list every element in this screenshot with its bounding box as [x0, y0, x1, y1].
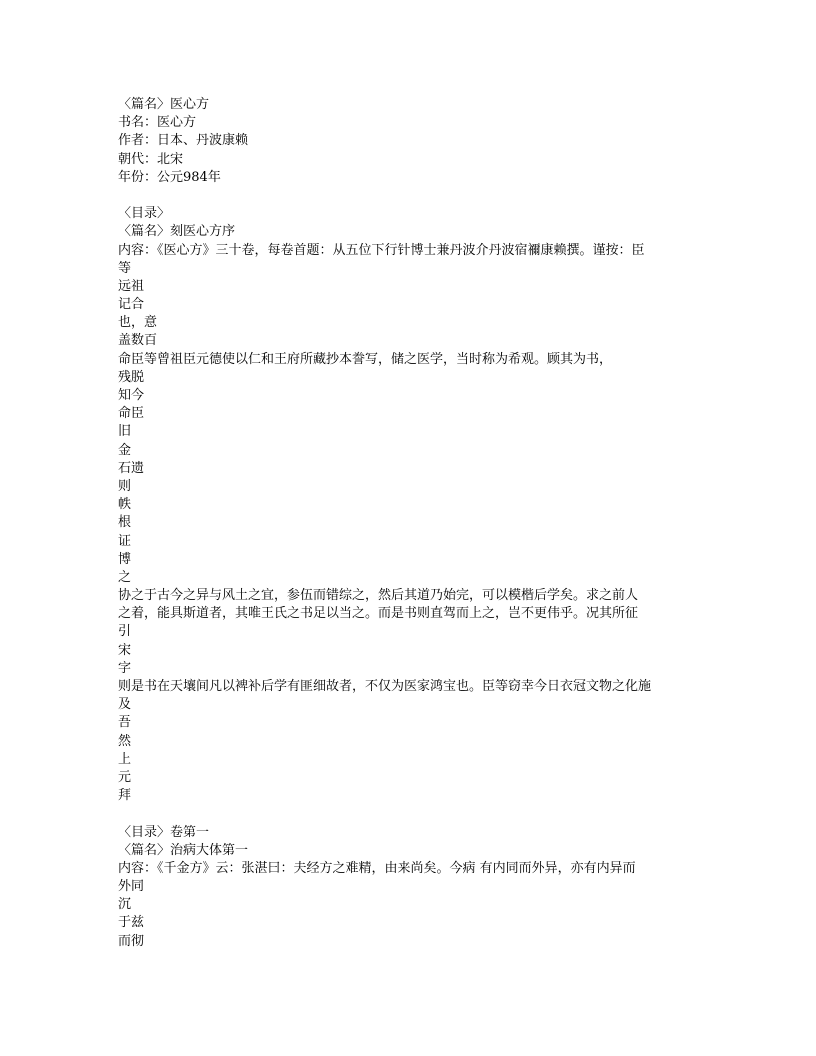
text-line: 拜 [118, 788, 132, 804]
text-line: 证 [118, 533, 132, 549]
dynasty: 朝代：北宋 [118, 151, 184, 167]
heading-title: 〈篇名〉医心方 [118, 97, 210, 112]
text-line: 之 [118, 569, 132, 585]
text-line: 元 [118, 769, 132, 785]
text-line: 远祖 [118, 278, 145, 294]
text-line: 石遗 [118, 460, 145, 476]
text-line: 金 [118, 442, 132, 458]
text-line: 吾 [118, 715, 132, 731]
text-line: 也，意 [118, 315, 158, 331]
text-line: 协之于古今之异与风土之宜，参伍而错综之，然后其道乃始完，可以模楷后学矣。求之前人 [118, 588, 639, 604]
text-line: 等 [118, 260, 132, 276]
text-line: 知今 [118, 388, 145, 403]
text-line: 上 [118, 751, 132, 767]
text-line: 帙 [118, 497, 132, 513]
text-line: 外同 [118, 879, 145, 895]
year: 年份：公元984年 [118, 169, 221, 185]
text-line: 命臣等曾祖臣元德使以仁和王府所藏抄本誊写，储之医学，当时称为希观。顾其为书， [118, 351, 613, 367]
text-line: 及 [118, 697, 132, 713]
text-line: 之着，能具斯道者，其唯王氏之书足以当之。而是书则直驾而上之，岂不更伟乎。况其所征 [118, 606, 639, 622]
author: 作者：日本、丹波康赖 [118, 133, 249, 149]
text-line: 宋 [118, 642, 132, 658]
text-line: 残脱 [118, 369, 145, 385]
paragraph-gap [118, 187, 758, 205]
text-line: 记合 [118, 297, 145, 313]
text-line: 命臣 [118, 406, 145, 422]
toc-marker: 〈目录〉 [118, 206, 171, 222]
text-line: 则是书在天壤间凡以裨补后学有匪细故者，不仅为医家鸿宝也。臣等窃幸今日衣冠文物之化施 [118, 679, 652, 694]
text-line: 而彻 [118, 933, 145, 949]
paragraph-gap [118, 805, 758, 823]
text-line: 字 [118, 660, 132, 676]
text-line: 则 [118, 478, 132, 494]
text-line: 根 [118, 515, 132, 531]
text-line: 博 [118, 551, 132, 567]
text-line: 然 [118, 733, 132, 749]
document-body [118, 96, 758, 951]
text-line: 沉 [118, 897, 132, 913]
section-title-preface: 〈篇名〉刻医心方序 [118, 224, 236, 240]
text-line: 盖数百 [118, 333, 158, 349]
section-title-chapter-one: 〈篇名〉治病大体第一 [118, 842, 249, 858]
text-line: 内容：《医心方》三十卷，每卷首题：从五位下行针博士兼丹波介丹波宿禰康赖撰。谨按：臣 [118, 242, 645, 258]
text-line: 旧 [118, 424, 132, 440]
toc-volume-one: 〈目录〉卷第一 [118, 824, 210, 840]
book-name: 书名：医心方 [118, 115, 197, 131]
text-line: 内容：《千金方》云：张湛曰：夫经方之难精，由来尚矣。今病 有内同而外异，亦有内异而 [118, 860, 636, 876]
text-line: 引 [118, 624, 132, 640]
text-line: 于兹 [118, 915, 145, 931]
